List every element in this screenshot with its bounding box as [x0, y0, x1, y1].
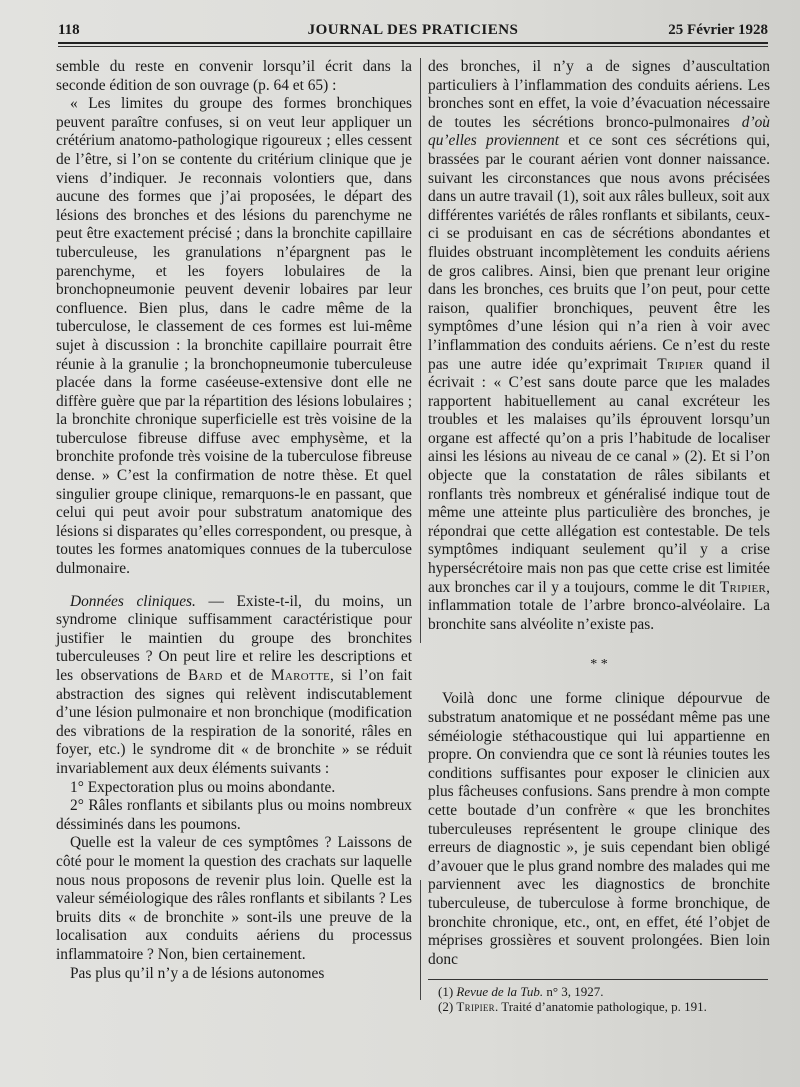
page-number: 118 [58, 22, 80, 38]
paragraph: Voilà donc une forme clinique dépourvue de substratum anatomique et ne possédant même pas une séméiologie stéthacoustique qui lui appartienne en propre. On conviendra que ce sont là réunies toutes les conditions suffisantes pour exposer le clinicien aux plus fâcheuses confusions. Sans prendre à mon compte cette boutade d’un confrère « que les bronchites tuberculeuses représentent le groupe clinique des erreurs de diagnostic », je suis cependant bien obligé d’avouer que le plus grand nombre des malades qui me parviennent avec les diagnostics de bronchite tuberculeuse, de tuberculose à forme bronchique, de bronchite chronique, etc., ont, en effet, été l’objet de méprises grossières et souvent prolongées. Bien loin donc [428, 690, 770, 968]
paragraph: Quelle est la valeur de ces symptômes ? Laissons de côté pour le moment la question des crachats sur laquelle nous nous proposons de revenir plus loin. Quelle est la valeur séméiologique des râles ronflants et sibilants ? Les bruits dits « de bronchite » sont-ils une preuve de la localisation aux conduits aériens du processus inflammatoire ? Non, bien certainement. [56, 834, 412, 963]
paragraph: des bronches, il n’y a de signes d’auscultation particuliers à l’inflammation des conduits aériens. Les bronches sont en effet, la voie d’évacuation nécessaire de toutes les sécrétions bronco-pulmonaires d’où qu’elles proviennent et ce sont ces sécrétions qui, brassées par le courant aérien vont donner naissance. suivant les circonstances que nous avons précisées dans un autre travail (1), soit aux râles bulleux, soit aux différentes variétés de râles ronflants et sibilants, ceux-ci se produisant en cas de sécrétions abondantes et fluides obstruant incomplètement les conduits aériens de gros calibres. Ainsi, bien que prenant leur origine dans les bronches, ces bruits que l’on peut, pour cette raison, qualifier bronchiques, peuvent être les symptômes d’une lésion qui n’a rien à voir avec l’inflammation des conduits aériens. Ce n’est du reste pas une autre idée qu’exprimait Tripier quand il écrivait : « C’est sans doute parce que les malades rapportent habituellement au canal excréteur les troubles et les malaises qu’ils éprouvent lorsqu’un organe est affecté qu’on a pris l’habitude de localiser ainsi les lésions au niveau de ce canal » (2). Et si l’on objecte que la constatation de râles sibilants et ronflants très nombreux et généralisé indique tout de même une atteinte plus particulière des bronches, je répondrai que cette allégation est contestable. De tels symptômes indiquant seulement qu’il y a crise hypersécrétoire mais non pas que cette crise est limitée aux bronches car il y a toujours, comme le dit Tripier, inflammation totale de l’arbre bronco-alvéolaire. La bronchite sans alvéolite n’existe pas. [428, 58, 771, 633]
journal-title: JOURNAL DES PRATICIENS [307, 22, 519, 38]
paragraph: Pas plus qu’il n’y a de lésions autonomes [70, 964, 325, 982]
quotation-paragraph: « Les limites du groupe des formes bronchiques peuvent paraître confuses, si on veut leur appliquer un crétérium anatomo-pathologique rigoureux ; elles cessent de l’être, si l’on se contente du critérium clinique que je viens d’indiquer. Je reconnais volontiers que, dans aucune des formes que j’ai proposées, le départ des lésions des bronches et des lésions du parenchyme ne peut être exactement précisé ; dans la bronchite capillaire tuberculeuse, les granulations n’épargnent pas le parenchyme, et les foyers lobulaires de la bronchopneumonie peuvent devenir lobaires par leur confluence. Bien plus, dans le cadre même de la tuberculose, le classement de ces formes est lui-même sujet à discussion : la bronchite capillaire pourrait être réunie à la granulie ; la bronchopneumonie tuberculeuse placée dans la forme caséeuse-extensive dont elle ne diffère guère que par la répartition des lésions lobulaires ; la bronchite chronique superficielle est très voisine de la tuberculose fibreuse diffuse avec emphysème, et la bronchite profonde très voisine de la tuberculose fibreuse dense. » C’est la confirmation de notre thèse. Et quel singulier groupe clinique, remarquons-le en passant, que celui qui peut avoir pour substratum anatomique des lésions si disparates qu’elles correspondent, ou presque, à toutes les formes anatomiques connues de la tuberculose dulmonaire. [56, 95, 412, 578]
author-name: Marotte [270, 667, 331, 684]
clinical-data-paragraph: Données cliniques. — Existe-t-il, du moins, un syndrome clinique suffisamment caractéristique pour justifier le maintien du groupe des bronchites tuberculeuses ? On peut lire et relire les descriptions et les observations de Bard et de Marotte, si l’on fait abstraction des signes qui relèvent indiscutablement d’une lésion pulmonaire et non bronchique (modification des vibrations de la respiration de la sonorité, râles en foyer, etc.) le syndrome dit « de bronchite » se réduit invariablement aux deux éléments suivants : [56, 592, 412, 777]
column-divider-lower [420, 880, 421, 1000]
section-separator: * * [590, 657, 608, 673]
header-rule [58, 42, 768, 44]
footnote-rule [428, 979, 768, 980]
author-name: Tripier [719, 578, 767, 596]
header-rule-thin [58, 46, 768, 47]
issue-date: 25 Février 1928 [668, 22, 768, 38]
list-item: 2° Râles ronflants et sibilants plus ou moins nombreux déssiminés dans les poumons. [56, 797, 412, 833]
paragraph: semble du reste en convenir lorsqu’il écrit dans la seconde édition de son ouvrage (p. 64 et 65) : [56, 58, 412, 94]
footnote: (2) Tripier. Traité d’anatomie pathologique, p. 191. [438, 999, 707, 1015]
section-heading: Données cliniques. [70, 592, 196, 610]
footnote: (1) Revue de la Tub. n° 3, 1927. [438, 984, 604, 1000]
left-column [56, 58, 412, 983]
column-divider [420, 58, 421, 643]
right-column [428, 58, 770, 1014]
author-name: Bard [187, 667, 223, 684]
running-header [58, 18, 768, 44]
author-name: Tripier [657, 355, 704, 373]
list-item: 1° Expectoration plus ou moins abondante. [70, 778, 336, 796]
